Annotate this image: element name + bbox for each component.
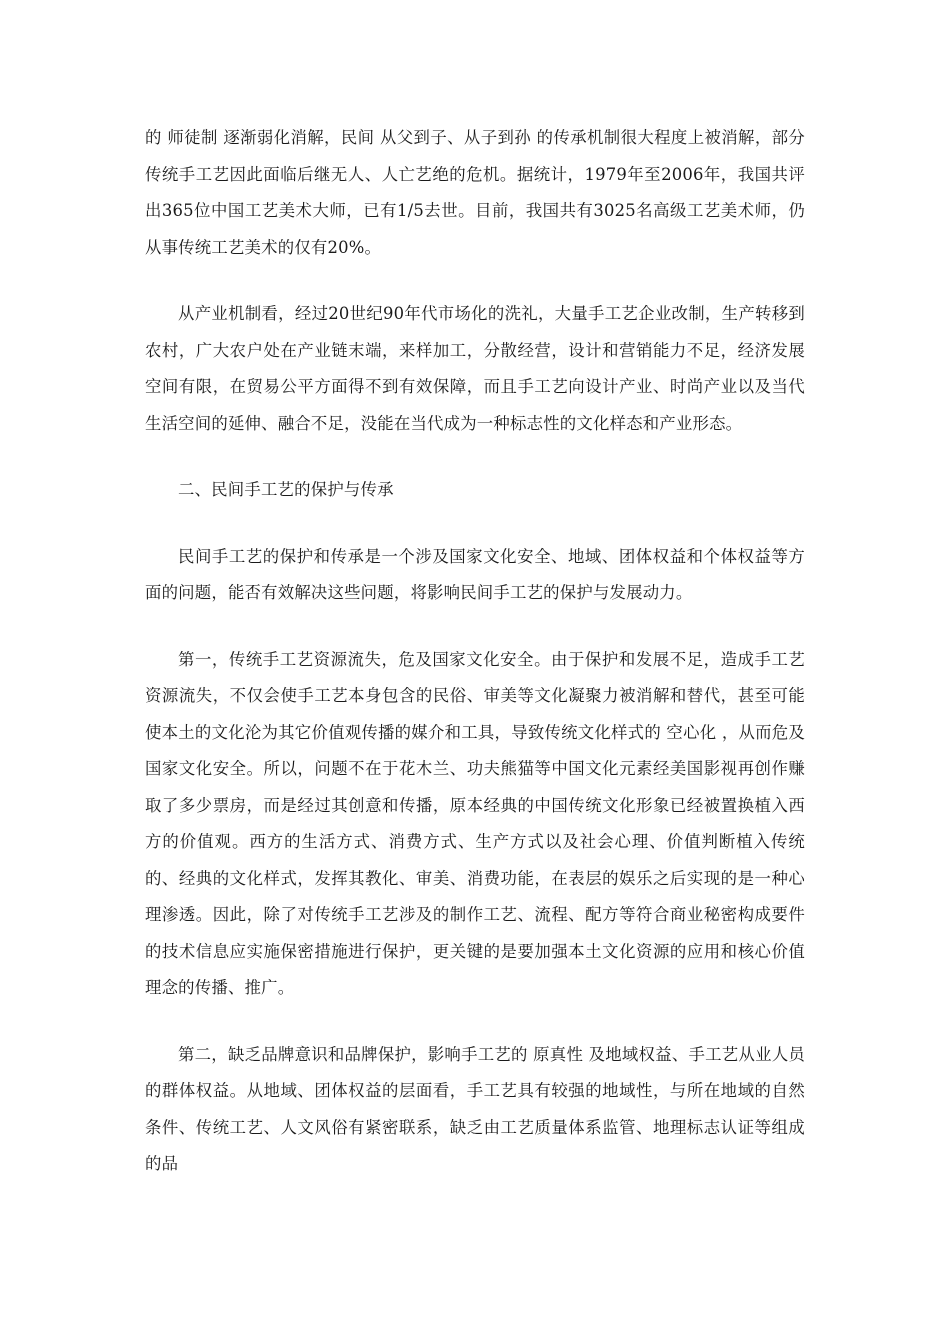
paragraph-point-two-brand-protection: 第二，缺乏品牌意识和品牌保护，影响手工艺的 原真性 及地域权益、手工艺从业人员的群体权益。从地域、团体权益的层面看，手工艺具有较强的地域性，与所在地域的自然条件、传统工艺、人文风俗有紧密联系，缺乏由工艺质量体系监管、地理标志认证等组成的品	[145, 1044, 805, 1173]
document-body	[145, 120, 805, 1213]
paragraph-industry-mechanism: 从产业机制看，经过20世纪90年代市场化的洗礼，大量手工艺企业改制，生产转移到农村，广大农户处在产业链末端，来样加工，分散经营，设计和营销能力不足，经济发展空间有限，在贸易公平方面得不到有效保障，而且手工艺向设计产业、时尚产业以及当代生活空间的延伸、融合不足，没能在当代成为一种标志性的文化样态和产业形态。	[145, 304, 805, 433]
paragraph-protection-overview: 民间手工艺的保护和传承是一个涉及国家文化安全、地域、团体权益和个体权益等方面的问题，能否有效解决这些问题，将影响民间手工艺的保护与发展动力。	[145, 546, 805, 602]
paragraph-point-one-cultural-security: 第一，传统手工艺资源流失，危及国家文化安全。由于保护和发展不足，造成手工艺资源流失，不仅会使手工艺本身包含的民俗、审美等文化凝聚力被消解和替代，甚至可能使本土的文化沦为其它价值观传播的媒介和工具，导致传统文化样式的 空心化 ，从而危及国家文化安全。所以，问题不在于花木兰、功夫熊猫等中国文化元素经美国影视再创作赚取了多少票房，而是经过其创意和传播，原本经典的中国传统文化形象已经被置换植入西方的价值观。西方的生活方式、消费方式、生产方式以及社会心理、价值判断植入传统的、经典的文化样式，发挥其教化、审美、消费功能，在表层的娱乐之后实现的是一种心理渗透。因此，除了对传统手工艺涉及的制作工艺、流程、配方等符合商业秘密构成要件的技术信息应实施保密措施进行保护，更关键的是要加强本土文化资源的应用和核心价值理念的传播、推广。	[145, 649, 805, 997]
paragraph-apprenticeship-decline: 的 师徒制 逐渐弱化消解，民间 从父到子、从子到孙 的传承机制很大程度上被消解，部分传统手工艺因此面临后继无人、人亡艺绝的危机。据统计，1979年至2006年，我国共评出365位中国工艺美术大师，已有1/5去世。目前，我国共有3025名高级工艺美术师，仍从事传统工艺美术的仅有20%。	[145, 128, 805, 257]
section-heading-protection-inheritance: 二、民间手工艺的保护与传承	[178, 480, 394, 499]
